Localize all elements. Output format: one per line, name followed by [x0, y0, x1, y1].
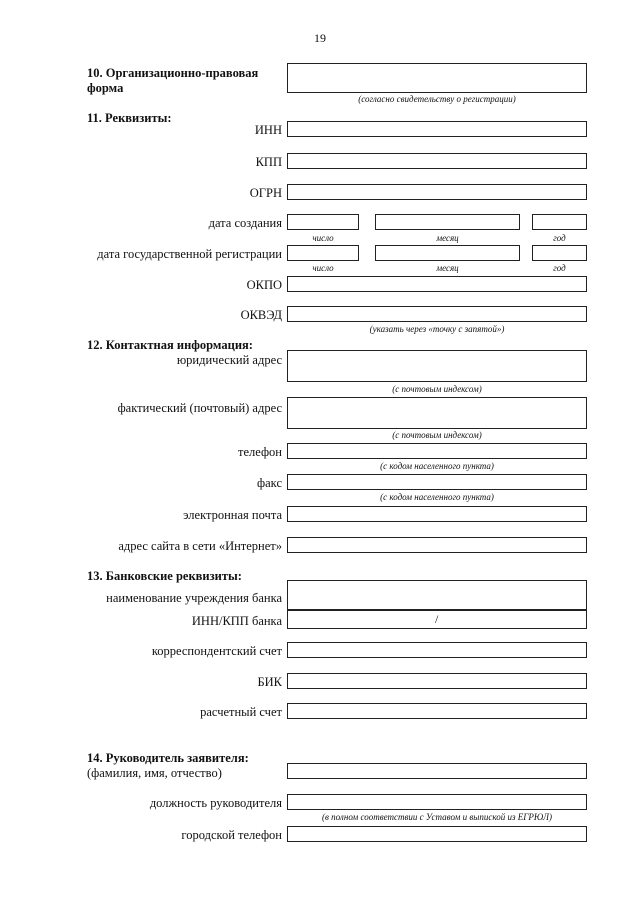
ogrn-label: ОГРН [249, 186, 282, 200]
inn-label: ИНН [254, 123, 282, 137]
kpp-label: КПП [255, 155, 282, 169]
bik-field[interactable] [287, 673, 587, 689]
page-number: 19 [314, 31, 326, 45]
phone-field[interactable] [287, 443, 587, 459]
email-label: электронная почта [183, 508, 282, 522]
registration-month-hint: месяц [436, 263, 459, 273]
head-position-field[interactable] [287, 794, 587, 810]
account-label: расчетный счет [200, 705, 282, 719]
okved-field[interactable] [287, 306, 587, 322]
org-legal-form-hint: (согласно свидетельству о регистрации) [358, 94, 516, 104]
actual-address-label: фактический (почтовый) адрес [117, 401, 282, 415]
section-13-title: 13. Банковские реквизиты: [87, 569, 242, 583]
head-fio-label: (фамилия, имя, отчество) [87, 766, 222, 780]
actual-address-field[interactable] [287, 397, 587, 429]
creation-month-hint: месяц [436, 233, 459, 243]
fax-field[interactable] [287, 474, 587, 490]
head-position-hint: (в полном соответствии с Уставом и выпиской из ЕГРЮЛ) [322, 812, 552, 822]
head-fio-field[interactable] [287, 763, 587, 779]
legal-address-hint: (с почтовым индексом) [392, 384, 482, 394]
section-12-title: 12. Контактная информация: [87, 338, 253, 352]
website-field[interactable] [287, 537, 587, 553]
website-label: адрес сайта в сети «Интернет» [118, 539, 282, 553]
bank-inn-kpp-label: ИНН/КПП банка [191, 614, 282, 628]
head-position-label: должность руководителя [149, 796, 282, 810]
email-field[interactable] [287, 506, 587, 522]
okved-hint: (указать через «точку с запятой») [369, 324, 505, 334]
legal-address-label: юридический адрес [176, 353, 282, 367]
phone-hint: (с кодом населенного пункта) [380, 461, 494, 471]
registration-year-field[interactable] [532, 245, 587, 261]
okved-label: ОКВЭД [240, 308, 282, 322]
section-14-title: 14. Руководитель заявителя: [87, 751, 249, 765]
org-legal-form-field[interactable] [287, 63, 587, 93]
bank-name-field[interactable] [287, 580, 587, 610]
registration-month-field[interactable] [375, 245, 520, 261]
city-phone-field[interactable] [287, 826, 587, 842]
legal-address-field[interactable] [287, 350, 587, 382]
bik-label: БИК [257, 675, 282, 689]
okpo-label: ОКПО [246, 278, 282, 292]
phone-label: телефон [238, 445, 282, 459]
creation-date-label: дата создания [208, 216, 282, 230]
creation-year-hint: год [553, 233, 566, 243]
section-11-title: 11. Реквизиты: [87, 111, 172, 125]
registration-year-hint: год [553, 263, 566, 273]
fax-label: факс [257, 476, 282, 490]
corr-account-label: корреспондентский счет [151, 644, 282, 658]
creation-day-hint: число [312, 233, 334, 243]
actual-address-hint: (с почтовым индексом) [392, 430, 482, 440]
city-phone-label: городской телефон [181, 828, 282, 842]
bank-name-label: наименование учреждения банка [106, 591, 282, 605]
bank-inn-kpp-separator: / [435, 612, 439, 626]
creation-year-field[interactable] [532, 214, 587, 230]
inn-field[interactable] [287, 121, 587, 137]
fax-hint: (с кодом населенного пункта) [380, 492, 494, 502]
registration-date-label: дата государственной регистрации [97, 247, 282, 261]
registration-day-hint: число [312, 263, 334, 273]
corr-account-field[interactable] [287, 642, 587, 658]
creation-day-field[interactable] [287, 214, 359, 230]
okpo-field[interactable] [287, 276, 587, 292]
account-field[interactable] [287, 703, 587, 719]
kpp-field[interactable] [287, 153, 587, 169]
ogrn-field[interactable] [287, 184, 587, 200]
section-10-title: 10. Организационно-правовая форма [87, 66, 259, 95]
creation-month-field[interactable] [375, 214, 520, 230]
registration-day-field[interactable] [287, 245, 359, 261]
